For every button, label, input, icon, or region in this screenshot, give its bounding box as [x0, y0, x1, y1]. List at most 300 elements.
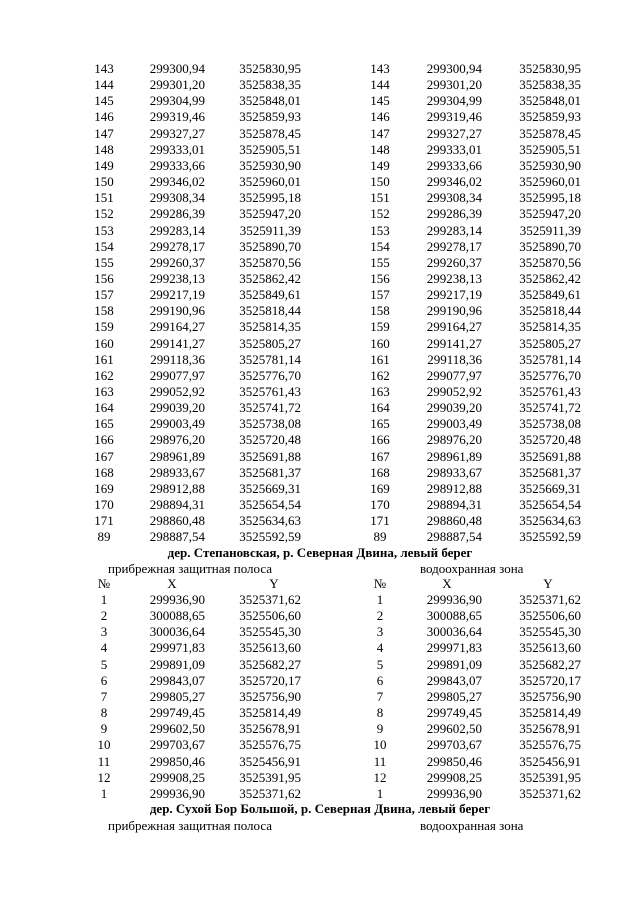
- y-coordinate: 3525930,90: [519, 157, 581, 173]
- x-coordinate: 299805,27: [426, 688, 482, 704]
- y-coordinate: 3525756,90: [519, 688, 581, 704]
- table-row: [0, 126, 640, 142]
- caption-water-protection-zone-2: водоохранная зона: [420, 818, 524, 833]
- point-number: 4: [100, 640, 108, 656]
- x-coordinate: 299304,99: [426, 93, 482, 109]
- table-row: [0, 61, 640, 77]
- x-coordinate: 299850,46: [149, 753, 205, 769]
- point-number: 148: [370, 141, 390, 157]
- y-coordinate: 3525720,48: [519, 432, 581, 448]
- x-coordinate: 299602,50: [426, 721, 482, 737]
- table-row: [0, 737, 640, 753]
- point-number: 161: [370, 351, 390, 367]
- y-coordinate: 3525818,44: [519, 303, 581, 319]
- x-coordinate: 299333,01: [149, 141, 205, 157]
- table-row: [0, 770, 640, 786]
- x-coordinate: 299283,14: [426, 222, 482, 238]
- y-coordinate: 3525720,48: [239, 432, 301, 448]
- x-coordinate: 300036,64: [426, 624, 482, 640]
- point-number: 1: [100, 592, 108, 607]
- x-coordinate: 299333,66: [149, 157, 205, 173]
- y-coordinate: 3525848,01: [519, 93, 581, 109]
- x-coordinate: 300088,65: [149, 608, 205, 624]
- y-coordinate: 3525613,60: [519, 640, 581, 656]
- x-coordinate: 299971,83: [149, 640, 205, 656]
- y-coordinate: 3525756,90: [239, 688, 301, 704]
- point-number: 163: [370, 384, 390, 399]
- y-coordinate: 3525905,51: [239, 141, 301, 157]
- point-number: 156: [370, 270, 390, 286]
- point-number: 145: [370, 93, 390, 109]
- x-coordinate: 298912,88: [149, 480, 205, 496]
- x-coordinate: 299141,27: [149, 335, 205, 351]
- table-row: [0, 77, 640, 93]
- point-number: 157: [94, 287, 114, 303]
- point-number: 89: [97, 529, 111, 545]
- x-coordinate: 299052,92: [426, 384, 482, 399]
- x-coordinate: 299703,67: [426, 737, 482, 753]
- point-number: 151: [370, 190, 390, 206]
- point-number: 144: [94, 77, 114, 93]
- table-row: [0, 109, 640, 125]
- x-coordinate: 299308,34: [426, 190, 482, 206]
- caption-coastal-protective-strip: прибрежная защитная полоса: [108, 561, 273, 576]
- table-header-row: [0, 576, 640, 592]
- x-coordinate: 299319,46: [149, 109, 205, 125]
- table-row: [0, 754, 640, 770]
- point-number: 160: [370, 335, 390, 351]
- x-coordinate: 299118,36: [427, 351, 482, 367]
- table-row: [0, 673, 640, 689]
- x-coordinate: 298933,67: [149, 464, 205, 480]
- y-coordinate: 3525669,31: [239, 480, 301, 496]
- y-coordinate: 3525613,60: [239, 640, 301, 656]
- x-coordinate: 299003,49: [149, 416, 205, 432]
- point-number: 155: [94, 254, 114, 270]
- table-row: [0, 529, 640, 545]
- x-coordinate: 299300,94: [426, 61, 482, 76]
- point-number: 164: [370, 400, 390, 416]
- x-coordinate: 299278,17: [149, 238, 205, 254]
- point-number: 147: [370, 125, 390, 141]
- table-row: [0, 465, 640, 481]
- point-number: 143: [94, 61, 114, 76]
- x-coordinate: 299301,20: [426, 77, 482, 93]
- point-number: 12: [97, 769, 111, 785]
- x-coordinate: 299190,96: [426, 303, 482, 319]
- y-coordinate: 3525371,62: [519, 785, 581, 801]
- section-title-sukhoy-bor: дер. Сухой Бор Большой, р. Северная Двина, левый берег: [149, 801, 491, 816]
- y-coordinate: 3525781,14: [519, 351, 581, 367]
- x-coordinate: 298976,20: [426, 432, 482, 448]
- y-coordinate: 3525814,49: [519, 705, 581, 721]
- table-row: [0, 239, 640, 255]
- point-number: 166: [94, 432, 114, 448]
- x-coordinate: 299805,27: [149, 688, 205, 704]
- header-num-right: №: [373, 576, 387, 591]
- point-number: 169: [370, 480, 390, 496]
- point-number: 3: [100, 624, 108, 640]
- x-coordinate: 299238,13: [149, 270, 205, 286]
- y-coordinate: 3525592,59: [519, 529, 581, 545]
- y-coordinate: 3525691,88: [519, 448, 581, 464]
- x-coordinate: 299260,37: [149, 254, 205, 270]
- x-coordinate: 299908,25: [149, 769, 205, 785]
- y-coordinate: 3525995,18: [519, 190, 581, 206]
- header-x-right: X: [442, 576, 452, 591]
- x-coordinate: 299843,07: [149, 672, 205, 688]
- y-coordinate: 3525911,39: [239, 222, 301, 238]
- caption-coastal-protective-strip-2: прибрежная защитная полоса: [108, 818, 273, 833]
- point-number: 170: [370, 497, 390, 513]
- point-number: 10: [373, 737, 387, 753]
- point-number: 156: [94, 270, 114, 286]
- point-number: 154: [370, 238, 390, 254]
- x-coordinate: 299286,39: [149, 206, 205, 222]
- table-row: [0, 481, 640, 497]
- x-coordinate: 299286,39: [426, 206, 482, 222]
- x-coordinate: 299039,20: [149, 400, 205, 416]
- point-number: 5: [376, 656, 384, 672]
- y-coordinate: 3525371,62: [239, 592, 301, 607]
- caption-water-protection-zone: водоохранная зона: [420, 561, 524, 576]
- point-number: 146: [370, 109, 390, 125]
- y-coordinate: 3525814,35: [239, 319, 301, 335]
- table-row: [0, 336, 640, 352]
- table-row: [0, 206, 640, 222]
- y-coordinate: 3525681,37: [519, 464, 581, 480]
- point-number: 11: [97, 753, 111, 769]
- y-coordinate: 3525830,95: [239, 61, 301, 76]
- point-number: 153: [370, 222, 390, 238]
- point-number: 150: [370, 174, 390, 190]
- table-row: [0, 657, 640, 673]
- point-number: 153: [94, 222, 114, 238]
- y-coordinate: 3525995,18: [239, 190, 301, 206]
- x-coordinate: 299077,97: [426, 367, 482, 383]
- point-number: 162: [94, 367, 114, 383]
- x-coordinate: 299164,27: [149, 319, 205, 335]
- point-number: 162: [370, 367, 390, 383]
- x-coordinate: 299052,92: [149, 384, 205, 399]
- table-row: [0, 608, 640, 624]
- y-coordinate: 3525930,90: [239, 157, 301, 173]
- table-row: [0, 497, 640, 513]
- y-coordinate: 3525890,70: [519, 238, 581, 254]
- y-coordinate: 3525890,70: [239, 238, 301, 254]
- table-row: [0, 287, 640, 303]
- point-number: 159: [94, 319, 114, 335]
- point-number: 166: [370, 432, 390, 448]
- y-coordinate: 3525682,27: [519, 656, 581, 672]
- y-coordinate: 3525848,01: [239, 93, 301, 109]
- y-coordinate: 3525862,42: [239, 270, 301, 286]
- table-row: [0, 416, 640, 432]
- x-coordinate: 299278,17: [426, 238, 482, 254]
- point-number: 8: [100, 705, 108, 721]
- point-number: 159: [370, 319, 390, 335]
- y-coordinate: 3525654,54: [239, 497, 301, 513]
- y-coordinate: 3525456,91: [519, 753, 581, 769]
- y-coordinate: 3525776,70: [519, 367, 581, 383]
- point-number: 12: [373, 769, 387, 785]
- x-coordinate: 299003,49: [426, 416, 482, 432]
- x-coordinate: 299319,46: [426, 109, 482, 125]
- y-coordinate: 3525830,95: [519, 61, 581, 76]
- point-number: 3: [376, 624, 384, 640]
- y-coordinate: 3525947,20: [239, 206, 301, 222]
- point-number: 10: [97, 737, 111, 753]
- x-coordinate: 299908,25: [426, 769, 482, 785]
- x-coordinate: 299936,90: [149, 592, 205, 607]
- point-number: 160: [94, 335, 114, 351]
- point-number: 2: [100, 608, 108, 624]
- y-coordinate: 3525576,75: [519, 737, 581, 753]
- y-coordinate: 3525371,62: [239, 785, 301, 801]
- y-coordinate: 3525862,42: [519, 270, 581, 286]
- y-coordinate: 3525776,70: [239, 367, 301, 383]
- point-number: 143: [370, 61, 390, 76]
- x-coordinate: 298912,88: [426, 480, 482, 496]
- point-number: 158: [94, 303, 114, 319]
- point-number: 145: [94, 93, 114, 109]
- x-coordinate: 299333,66: [426, 157, 482, 173]
- point-number: 171: [370, 513, 390, 529]
- x-coordinate: 299333,01: [426, 141, 482, 157]
- point-number: 1: [376, 785, 384, 801]
- table-row: [0, 190, 640, 206]
- table-row: [0, 368, 640, 384]
- y-coordinate: 3525681,37: [239, 464, 301, 480]
- x-coordinate: 298933,67: [426, 464, 482, 480]
- y-coordinate: 3525838,35: [239, 77, 301, 93]
- point-number: 165: [370, 416, 390, 432]
- x-coordinate: 299217,19: [149, 287, 205, 303]
- table-row: [0, 689, 640, 705]
- x-coordinate: 299850,46: [426, 753, 482, 769]
- point-number: 154: [94, 238, 114, 254]
- y-coordinate: 3525682,27: [239, 656, 301, 672]
- table-row: [0, 352, 640, 368]
- table-row: [0, 303, 640, 319]
- y-coordinate: 3525870,56: [519, 254, 581, 270]
- y-coordinate: 3525849,61: [519, 287, 581, 303]
- table-row: [0, 624, 640, 640]
- point-number: 152: [94, 206, 114, 222]
- x-coordinate: 299891,09: [426, 656, 482, 672]
- point-number: 149: [370, 157, 390, 173]
- point-number: 4: [376, 640, 384, 656]
- y-coordinate: 3525720,17: [519, 672, 581, 688]
- x-coordinate: 299190,96: [149, 303, 205, 319]
- y-coordinate: 3525849,61: [239, 287, 301, 303]
- point-number: 7: [376, 688, 384, 704]
- x-coordinate: 299039,20: [426, 400, 482, 416]
- x-coordinate: 299164,27: [426, 319, 482, 335]
- x-coordinate: 299217,19: [426, 287, 482, 303]
- x-coordinate: 299749,45: [149, 705, 205, 721]
- table-row: [0, 142, 640, 158]
- y-coordinate: 3525545,30: [239, 624, 301, 640]
- x-coordinate: 299141,27: [426, 335, 482, 351]
- y-coordinate: 3525506,60: [239, 608, 301, 624]
- y-coordinate: 3525960,01: [519, 174, 581, 190]
- header-x-left: X: [167, 576, 177, 591]
- point-number: 148: [94, 141, 114, 157]
- y-coordinate: 3525761,43: [519, 384, 581, 399]
- table-row: [0, 158, 640, 174]
- point-number: 1: [376, 592, 384, 607]
- y-coordinate: 3525371,62: [519, 592, 581, 607]
- x-coordinate: 299304,99: [149, 93, 205, 109]
- y-coordinate: 3525947,20: [519, 206, 581, 222]
- y-coordinate: 3525720,17: [239, 672, 301, 688]
- point-number: 168: [94, 464, 114, 480]
- table-row: [0, 432, 640, 448]
- point-number: 6: [100, 672, 108, 688]
- y-coordinate: 3525678,91: [519, 721, 581, 737]
- y-coordinate: 3525738,08: [239, 416, 301, 432]
- y-coordinate: 3525761,43: [239, 384, 301, 399]
- point-number: 9: [376, 721, 384, 737]
- x-coordinate: 299602,50: [149, 721, 205, 737]
- x-coordinate: 299971,83: [426, 640, 482, 656]
- point-number: 165: [94, 416, 114, 432]
- point-number: 89: [373, 529, 387, 545]
- y-coordinate: 3525506,60: [519, 608, 581, 624]
- point-number: 7: [100, 688, 108, 704]
- x-coordinate: 299936,90: [426, 592, 482, 607]
- point-number: 164: [94, 400, 114, 416]
- x-coordinate: 300036,64: [149, 624, 205, 640]
- x-coordinate: 298961,89: [426, 448, 482, 464]
- y-coordinate: 3525456,91: [239, 753, 301, 769]
- y-coordinate: 3525814,49: [239, 705, 301, 721]
- x-coordinate: 299346,02: [149, 174, 205, 190]
- y-coordinate: 3525678,91: [239, 721, 301, 737]
- table-row: [0, 319, 640, 335]
- x-coordinate: 299283,14: [149, 222, 205, 238]
- y-coordinate: 3525738,08: [519, 416, 581, 432]
- y-coordinate: 3525814,35: [519, 319, 581, 335]
- x-coordinate: 298961,89: [149, 448, 205, 464]
- point-number: 170: [94, 497, 114, 513]
- x-coordinate: 298860,48: [426, 513, 482, 529]
- y-coordinate: 3525805,27: [519, 335, 581, 351]
- table-row: [0, 384, 640, 400]
- y-coordinate: 3525634,63: [239, 513, 301, 529]
- section-title-stepanovskaya: дер. Степановская, р. Северная Двина, левый берег: [167, 545, 473, 560]
- y-coordinate: 3525669,31: [519, 480, 581, 496]
- table-row: [0, 271, 640, 287]
- y-coordinate: 3525691,88: [239, 448, 301, 464]
- header-y-left: Y: [269, 576, 279, 591]
- point-number: 161: [94, 351, 114, 367]
- point-number: 167: [370, 448, 390, 464]
- x-coordinate: 298894,31: [426, 497, 482, 513]
- table-row: [0, 400, 640, 416]
- y-coordinate: 3525576,75: [239, 737, 301, 753]
- y-coordinate: 3525838,35: [519, 77, 581, 93]
- table-row: [0, 255, 640, 271]
- point-number: 149: [94, 157, 114, 173]
- x-coordinate: 299118,36: [150, 351, 205, 367]
- x-coordinate: 299749,45: [426, 705, 482, 721]
- y-coordinate: 3525859,93: [519, 109, 581, 125]
- y-coordinate: 3525960,01: [239, 174, 301, 190]
- x-coordinate: 299301,20: [149, 77, 205, 93]
- table-row: [0, 223, 640, 239]
- point-number: 151: [94, 190, 114, 206]
- y-coordinate: 3525391,95: [239, 769, 301, 785]
- x-coordinate: 299703,67: [149, 737, 205, 753]
- y-coordinate: 3525818,44: [239, 303, 301, 319]
- y-coordinate: 3525741,72: [519, 400, 581, 416]
- table-row: [0, 721, 640, 737]
- table-row: [0, 513, 640, 529]
- table-row: [0, 174, 640, 190]
- y-coordinate: 3525878,45: [519, 125, 581, 141]
- table-row: [0, 93, 640, 109]
- point-number: 11: [373, 753, 387, 769]
- y-coordinate: 3525911,39: [519, 222, 581, 238]
- point-number: 9: [100, 721, 108, 737]
- point-number: 152: [370, 206, 390, 222]
- y-coordinate: 3525654,54: [519, 497, 581, 513]
- point-number: 6: [376, 672, 384, 688]
- y-coordinate: 3525859,93: [239, 109, 301, 125]
- y-coordinate: 3525878,45: [239, 125, 301, 141]
- point-number: 5: [100, 656, 108, 672]
- y-coordinate: 3525634,63: [519, 513, 581, 529]
- x-coordinate: 299936,90: [149, 785, 205, 801]
- x-coordinate: 298860,48: [149, 513, 205, 529]
- point-number: 2: [376, 608, 384, 624]
- point-number: 157: [370, 287, 390, 303]
- x-coordinate: 299891,09: [149, 656, 205, 672]
- table-row: [0, 592, 640, 608]
- x-coordinate: 299327,27: [149, 125, 205, 141]
- x-coordinate: 299077,97: [149, 367, 205, 383]
- table-row: [0, 705, 640, 721]
- x-coordinate: 298887,54: [426, 529, 482, 545]
- y-coordinate: 3525741,72: [239, 400, 301, 416]
- y-coordinate: 3525870,56: [239, 254, 301, 270]
- point-number: 1: [100, 785, 108, 801]
- x-coordinate: 298894,31: [149, 497, 205, 513]
- header-y-right: Y: [543, 576, 553, 591]
- header-num-left: №: [97, 576, 111, 591]
- x-coordinate: 299327,27: [426, 125, 482, 141]
- point-number: 171: [94, 513, 114, 529]
- y-coordinate: 3525781,14: [239, 351, 301, 367]
- x-coordinate: 299308,34: [149, 190, 205, 206]
- x-coordinate: 299843,07: [426, 672, 482, 688]
- point-number: 150: [94, 174, 114, 190]
- x-coordinate: 298976,20: [149, 432, 205, 448]
- point-number: 146: [94, 109, 114, 125]
- table-row: [0, 640, 640, 656]
- x-coordinate: 299300,94: [149, 61, 205, 76]
- y-coordinate: 3525391,95: [519, 769, 581, 785]
- point-number: 167: [94, 448, 114, 464]
- x-coordinate: 299260,37: [426, 254, 482, 270]
- y-coordinate: 3525905,51: [519, 141, 581, 157]
- point-number: 144: [370, 77, 390, 93]
- x-coordinate: 299346,02: [426, 174, 482, 190]
- y-coordinate: 3525545,30: [519, 624, 581, 640]
- table-row: [0, 449, 640, 465]
